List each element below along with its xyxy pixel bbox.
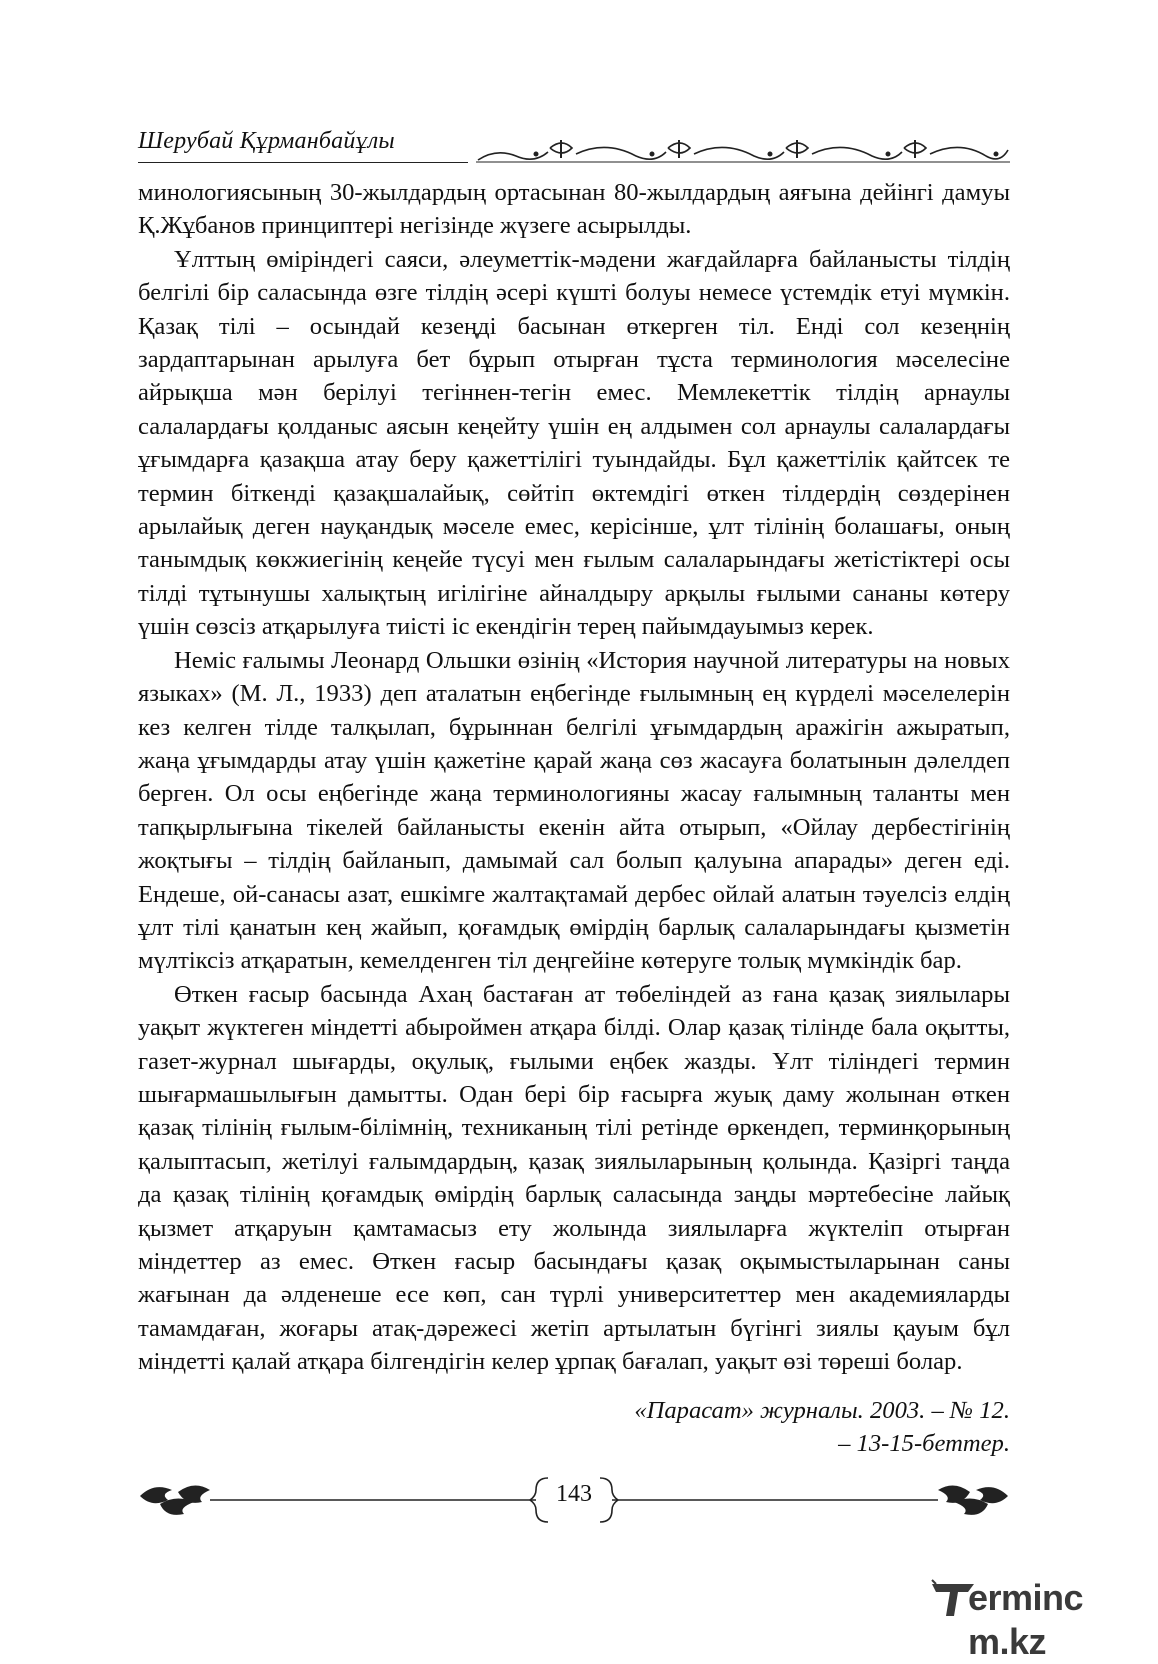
header-author: Шерубай Құрманбайұлы — [138, 128, 395, 154]
citation-line: «Парасат» журналы. 2003. – № 12. — [634, 1397, 1010, 1424]
paragraph: Өткен ғасыр басында Ахаң бастаған ат төбеліндей аз ғана қазақ зиялылары уақыт жүктеген міндетті абыроймен атқара білді. Олар қазақ тілінде бала оқытты, газет-журнал шығарды, оқулық, ғылыми еңбек жазды. Ұлт тіліндегі термин шығармашылығын дамытты. Одан бері бір ғасырға жуық даму жолынан өткен қазақ тілінің ғылым-білімнің, техниканың тілі ретінде өркендеп, терминқорының қалыптасып, жетілуі ғалымдардың, қазақ зиялыларының қолында. Қазіргі таңда да қазақ тілінің қоғамдық өмірдің барлық саласында заңды мәртебесіне лайық қызмет атқаруын қамтамасыз ету жолында зиялыларға жүктеліп отырған міндеттер аз емес. Өткен ғасыр басындағы қазақ оқымыстыларынан саны жағынан да әлденеше есе көп, сан түрлі университеттер мен академияларды тамамдаған, жоғары атақ-дәрежесі жетіп артылатын бүгінгі зиялы қауым бұл міндетті қалай атқара білгендігін келер ұрпақ бағалап, уақыт өзі төреші болар. — [138, 980, 1010, 1376]
running-header — [138, 128, 1010, 168]
body-text — [138, 176, 1010, 1379]
paragraph: Неміс ғалымы Леонард Ольшки өзінің «История научной литературы на новых языках» (М. Л., 1933) деп аталатын еңбегінде ғылымның ең күрделі мәселелерін кез келген тілде талқылап, бұрыннан белгілі ұғымдардың аражігін ажыратып, жаңа ұғымдарды атау үшін қажетіне қарай жаңа сөз жасауға болатынын дәлелдеп берген. Ол осы еңбегінде жаңа терминологияны жасау ғалымның таланты мен тапқырлығына тікелей байланысты екенін айта отырып, «Ойлау дербестігінің жоқтығы – тілдің байланып, дамымай сал болып қалуына апарады» деген еді. Ендеше, ой-санасы азат, ешкімге жалтақтамай дербес ойлай алатын тәуелсіз елдің ұлт тілі қанатын кең жайып, қоғамдық өмірдің барлық салаларындағы қызметін мүлтіксіз атқаратын, кемелденген тіл деңгейіне көтеруге толық мүмкіндік бар. — [138, 646, 1010, 975]
page-footer — [138, 1474, 1010, 1524]
paragraph: Ұлттың өміріндегі саяси, әлеуметтік-мәдени жағдайларға байланысты тілдің белгілі бір саласында өзге тілдің әсері күшті болуы немесе үстемдік етуі мүмкін. Қазақ тілі – осындай кезеңді басынан өткерген тіл. Енді сол кезеңнің зардаптарынан арылуға бет бұрып отырған тұста терминология мәселесіне айрықша мән берілуі тегіннен-тегін емес. Мемлекеттік тілдің арнаулы салалардағы қолданыс аясын кеңейту үшін ең алдымен сол арнаулы салалардағы ұғымдарға қазақша атау беру қажеттілігі туындайды. Бұл қажеттілік қайтсек те термин біткенді қазақшалайық, сөйтіп өктемдігі өткен тілдердің сөздерінен арылайық деген науқандық мәселе емес, керісінше, ұлт тілінің болашағы, оның танымдық көкжиегінің кеңейе түсуі мен ғылым салаларындағы жетістіктері осы тілді тұтынушы халықтың игілігіне айналдыру арқылы ғылыми сананы көтеру үшін сөзсіз атқарылуға тиісті іс екендігін терең пайымдауымыз керек. — [138, 245, 1010, 641]
header-ornament-icon — [476, 134, 1010, 168]
watermark-text: erminc m.kz — [968, 1577, 1084, 1662]
watermark — [930, 1576, 1140, 1662]
page-number: 143 — [556, 1481, 592, 1507]
header-rule — [138, 162, 468, 163]
citation-line: – 13-15-беттер. — [838, 1430, 1010, 1458]
paragraph: минологиясының 30-жылдардың ортасынан 80-жылдардың аяғына дейінгі дамуы Қ.Жұбанов принциптері негізінде жүзеге асырылды. — [138, 179, 1010, 240]
source-citation — [410, 1394, 1010, 1461]
